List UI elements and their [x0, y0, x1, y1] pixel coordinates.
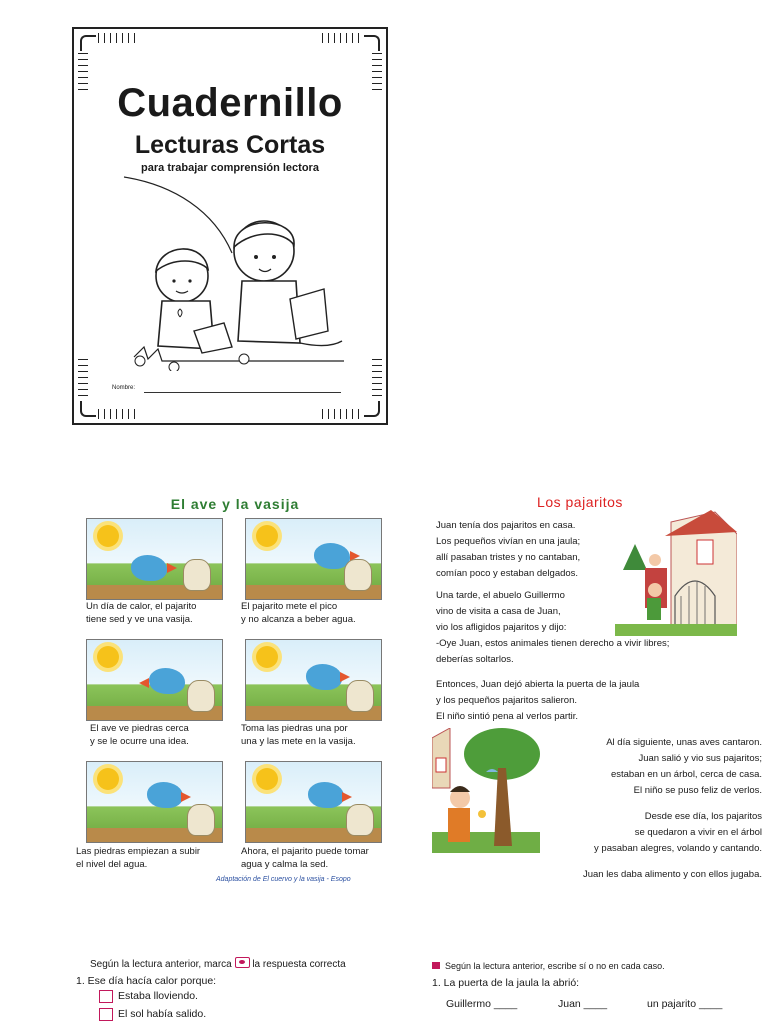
question-text: 1. Ese día hacía calor porque: [76, 975, 217, 987]
cover-subtitle: Lecturas Cortas [134, 131, 326, 159]
story2-paragraph: Al día siguiente, unas aves cantaron. Juan salió y vio sus pajaritos; estaban en un árbol, cerca de casa. El niño se puso feliz de verlos. [606, 737, 762, 796]
border-ticks [322, 409, 362, 419]
bird-icon [131, 555, 167, 581]
story-panel [86, 518, 223, 600]
answer-option: El sol había salido. [118, 1008, 207, 1020]
bird-icon [308, 782, 344, 808]
corner-ornament [364, 401, 380, 417]
answer-blank[interactable]: un pajarito ____ [647, 998, 723, 1010]
question-text: 1. La puerta de la jaula la abrió: [432, 977, 580, 989]
jar-icon [183, 559, 211, 591]
story2-paragraph: Una tarde, el abuelo Guillermo vino de visita a casa de Juan, vio los afligidos pajaritos y dijo: -Oye Juan, estos animales tienen derecho a vivir libres; deberías soltarlos. [436, 590, 670, 665]
story2-title: Los pajaritos [537, 494, 623, 510]
border-ticks [372, 359, 382, 399]
answer-checkbox[interactable] [99, 990, 113, 1003]
border-ticks [78, 359, 88, 399]
jar-icon [346, 804, 374, 836]
sun-icon [256, 646, 278, 668]
caption: El ave ve piedras cerca y se le ocurre una idea. [90, 723, 189, 747]
caption: Las piedras empiezan a subir el nivel del agua. [76, 846, 201, 870]
answer-checkbox[interactable] [99, 1008, 113, 1021]
answer-option: Estaba lloviendo. [118, 990, 198, 1002]
border-ticks [322, 33, 362, 43]
sun-icon [97, 646, 119, 668]
questions2-instruction: Según la lectura anterior, escribe sí o no en cada caso. [432, 958, 665, 974]
story-panel [86, 639, 223, 721]
story-panel [86, 761, 223, 843]
story2-paragraph: Desde ese día, los pajaritos se quedaron a vivir en el árbol y pasaban alegres, volando y cantando. [594, 811, 762, 854]
jar-icon [346, 680, 374, 712]
jar-icon [187, 680, 215, 712]
border-ticks [98, 33, 138, 43]
bullet-icon [432, 962, 440, 969]
children-reading-illustration [114, 171, 364, 371]
bird-icon [149, 668, 185, 694]
caption: El pajarito mete el pico y no alcanza a beber agua. [241, 601, 356, 625]
name-label: Nombre: [112, 385, 136, 391]
sun-icon [256, 768, 278, 790]
cover-page [72, 27, 388, 425]
name-input-line[interactable] [144, 392, 341, 393]
sun-icon [256, 525, 278, 547]
caption: Ahora, el pajarito puede tomar agua y calma la sed. [241, 846, 369, 870]
cover-tagline: para trabajar comprensión lectora [141, 162, 319, 174]
story2-paragraph: Juan tenía dos pajaritos en casa. Los pequeños vivían en una jaula; allí pasaban tristes y no cantaban, comían poco y estaban delgados. [436, 520, 581, 579]
caption: Un día de calor, el pajarito tiene sed y ve una vasija. [86, 601, 197, 625]
cover-title: Cuadernillo [117, 81, 343, 125]
story2-paragraph: Entonces, Juan dejó abierta la puerta de la jaula y los pequeños pajaritos salieron. El niño sintió pena al verlos partir. [436, 679, 640, 722]
sun-icon [97, 525, 119, 547]
story-panel [245, 761, 382, 843]
story-panel [245, 518, 382, 600]
story2-paragraph: Juan les daba alimento y con ellos jugaba. [582, 869, 762, 880]
bird-icon [306, 664, 342, 690]
answer-blank[interactable]: Juan ____ [558, 998, 608, 1010]
border-ticks [98, 409, 138, 419]
story-panel [245, 639, 382, 721]
mark-icon [235, 957, 250, 968]
jar-icon [344, 559, 372, 591]
jar-icon [187, 804, 215, 836]
sun-icon [97, 768, 119, 790]
story-credit: Adaptación de El cuervo y la vasija - Esopo [216, 876, 351, 883]
corner-ornament [364, 35, 380, 51]
caption: Toma las piedras una por una y las mete en la vasija. [241, 723, 356, 747]
questions1-instruction: Según la lectura anterior, marca la respuesta correcta [90, 959, 346, 970]
corner-ornament [80, 35, 96, 51]
answer-blank[interactable]: Guillermo ____ [446, 998, 518, 1010]
story1-title: El ave y la vasija [170, 496, 300, 512]
bird-icon [147, 782, 183, 808]
corner-ornament [80, 401, 96, 417]
